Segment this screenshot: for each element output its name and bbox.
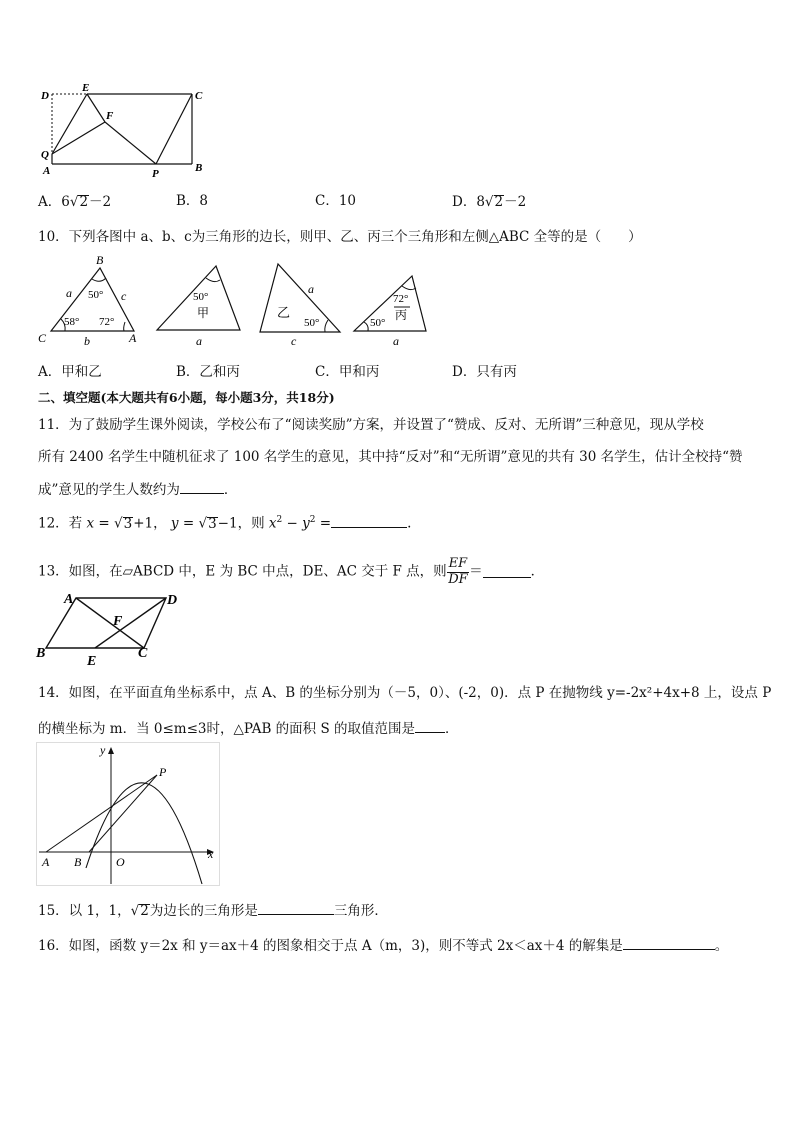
q16-line: [38, 939, 728, 954]
q12-sqrt1-sign: √: [114, 515, 123, 532]
q10-abc-label-c: C: [38, 331, 47, 345]
q10-figures: [36, 252, 446, 352]
q10-yi-side-a: a: [308, 282, 314, 296]
q10-stem: 10．下列各图中 a、b、c为三角形的边长，则甲、乙、丙三个三角形和左侧△ABC 全等的是（ ）: [38, 229, 642, 245]
q14-seg-ap: [46, 775, 157, 852]
q9-option-a-tail: －2: [89, 194, 112, 210]
q9-option-a-letter: A．: [38, 194, 62, 210]
q12-line: [38, 516, 411, 531]
q14-line1: 14．如图，在平面直角坐标系中，点 A、B 的坐标分别为（－5，0）、(-2，0)．点 P 在抛物线 y=-2x²+4x+8 上，设点 P: [38, 685, 772, 701]
q13-prefix: 13．如图，在▱ABCD 中，E 为 BC 中点，DE、AC 交于 F 点，则: [38, 563, 447, 580]
q12-minus: −: [282, 515, 303, 532]
q16-end: 。: [714, 938, 729, 954]
q10-bing-arc-left: [364, 322, 368, 331]
q9-option-a-radicand: 2: [79, 194, 89, 210]
q12-eq2: =: [178, 515, 199, 532]
q10-abc-angle-b: 50°: [88, 289, 104, 301]
q10-option-c: C．甲和丙: [315, 364, 380, 380]
q14-figure-frame: [37, 743, 220, 886]
q9-seg-eq: [52, 94, 87, 154]
q15-end: 三角形．: [333, 903, 388, 919]
q10-option-a: A．甲和乙: [38, 364, 102, 380]
q12-answer-blank[interactable]: [331, 517, 407, 528]
q9-option-d-coef: 8: [476, 194, 485, 210]
q9-option-a-sqrt-sign: √: [69, 194, 79, 210]
q13-label-b: B: [36, 646, 46, 661]
q12-expr-y: y: [302, 515, 310, 532]
q14-label-o: O: [116, 855, 125, 869]
q15-sqrt-sign: √: [130, 903, 140, 919]
q10-abc-side-c: c: [121, 289, 127, 303]
q12-sqrt2-sign: √: [198, 515, 208, 532]
q12-prefix: 12．若: [38, 515, 83, 532]
q9-option-a-coef: 6: [61, 194, 70, 210]
q10-jia-side: a: [196, 334, 202, 348]
q13-figure: [36, 590, 186, 668]
q12-radicand1: 3: [123, 515, 133, 532]
q10-yi-side-c: c: [291, 334, 297, 348]
q16-text: 16．如图，函数 y＝2x 和 y＝ax＋4 的图象相交于点 A（m，3)，则不等式 2x＜ax＋4 的解集是: [38, 938, 623, 954]
q14-answer-blank[interactable]: [415, 722, 445, 733]
q15-radicand: 2: [140, 903, 149, 919]
q9-label-f: F: [106, 110, 114, 122]
q9-seg-qf: [52, 122, 105, 154]
q10-abc-angle-a: 72°: [99, 316, 115, 328]
q13-frac-den: DF: [448, 571, 468, 587]
q15-answer-blank[interactable]: [258, 904, 334, 915]
q13-fraction: [447, 557, 470, 588]
q10-option-b: B．乙和丙: [176, 364, 240, 380]
q9-option-d-radicand: 2: [494, 194, 504, 210]
q11-answer-blank[interactable]: [180, 483, 224, 494]
q10-yi-arc: [325, 320, 328, 332]
section-heading: 二、填空题(本大题共有6小题，每小题3分，共18分): [38, 390, 335, 405]
q9-label-q: Q: [41, 149, 49, 161]
q9-option-d-tail: －2: [504, 194, 527, 210]
q16-answer-blank[interactable]: [623, 939, 715, 950]
q13-label-c: C: [138, 646, 148, 661]
q9-option-d-letter: D．: [452, 194, 477, 210]
q12-exp2: 2: [309, 515, 316, 525]
q10-jia-angle: 50°: [193, 291, 209, 303]
q14-line2: [38, 722, 459, 737]
q11-line1: 11．为了鼓励学生课外阅读，学校公布了“阅读奖励”方案，并设置了“赞成、反对、无所谓”三种意见，现从学校: [38, 417, 704, 433]
q12-p1: +1，: [133, 515, 167, 532]
q10-abc-arc-a: [124, 322, 125, 331]
q12-exp1: 2: [276, 515, 283, 525]
q14-seg-bp: [89, 775, 157, 852]
q10-yi-name: 乙: [277, 306, 291, 321]
q14-parabola: [86, 783, 202, 884]
q14-y-arrow: [108, 747, 114, 754]
q12-x: x: [86, 515, 95, 532]
q10-abc-side-b: b: [84, 334, 90, 348]
q14-label-a: A: [42, 855, 50, 869]
q10-abc-label-b: B: [96, 253, 104, 267]
q9-label-a: A: [43, 165, 51, 177]
q11-line3: [38, 483, 237, 498]
q14-figure: [36, 742, 221, 887]
q9-seg-fp: [105, 122, 156, 164]
q12-p2: −1，则: [217, 515, 265, 532]
q12-eq3: =: [315, 515, 332, 532]
q13-end: ．: [530, 563, 545, 580]
q13-eq: ＝: [469, 563, 483, 580]
q9-label-p: P: [152, 168, 159, 180]
q10-bing-side: a: [393, 334, 399, 348]
q12-y: y: [170, 515, 179, 532]
q10-bing-angle-top: 72°: [393, 293, 409, 305]
q9-label-d: D: [41, 90, 49, 102]
q13-label-a: A: [64, 592, 74, 607]
q10-option-d: D．只有丙: [452, 364, 517, 380]
q9-label-c: C: [195, 90, 203, 102]
q11-line2: 所有 2400 名学生中随机征求了 100 名学生的意见，其中持“反对”和“无所谓”意见的共有 30 名学生，估计全校持“赞: [38, 449, 743, 465]
q9-seg-pc: [156, 94, 192, 164]
q13-label-d: D: [167, 593, 178, 608]
q9-option-d-sqrt-sign: √: [484, 194, 494, 210]
q10-bing-name: 丙: [395, 308, 408, 322]
q13-frac-num: EF: [448, 556, 468, 571]
q9-option-d: [452, 195, 526, 210]
q11-line3-text: 成”意见的学生人数约为: [38, 482, 180, 498]
q9-option-b: B．8: [176, 193, 209, 209]
q10-bing-arc-top: [402, 286, 416, 290]
q10-jia-arc: [206, 278, 220, 282]
q14-end: ．: [445, 721, 459, 737]
q11-end: ．: [223, 482, 238, 498]
q9-option-c: C．10: [315, 193, 357, 209]
q10-abc-arc-b: [92, 278, 106, 281]
q13-line: [38, 557, 544, 588]
q10-jia-name: 甲: [197, 306, 210, 320]
q10-yi-angle: 50°: [304, 317, 320, 329]
q9-seg-ef: [87, 94, 105, 122]
q12-radicand2: 3: [208, 515, 217, 532]
q10-abc-label-a: A: [129, 331, 137, 345]
q13-label-f: F: [113, 614, 123, 629]
q13-diagonal-ac: [76, 598, 144, 648]
q15-mid: 为边长的三角形是: [149, 903, 258, 919]
q15-line: [38, 904, 388, 919]
q9-label-e: E: [82, 82, 90, 94]
q9-figure: [38, 82, 213, 182]
q13-answer-blank[interactable]: [483, 567, 531, 578]
q9-option-a: [38, 195, 111, 210]
q10-abc-side-a: a: [66, 286, 72, 300]
q13-label-e: E: [87, 654, 97, 669]
q10-triangle-yi: [260, 264, 340, 332]
q14-label-x: x: [208, 847, 214, 861]
q14-label-b: B: [74, 855, 82, 869]
q15-prefix: 15．以 1，1，: [38, 903, 131, 919]
q12-eq1: =: [94, 515, 115, 532]
q12-expr-x: x: [268, 515, 277, 532]
q14-label-y: y: [100, 743, 106, 757]
q14-label-p: P: [159, 765, 167, 779]
q9-label-b: B: [195, 162, 203, 174]
q14-line2-text: 的横坐标为 m．当 0≤m≤3时，△PAB 的面积 S 的取值范围是: [38, 721, 416, 737]
q12-end: .: [407, 515, 412, 532]
q10-bing-angle-left: 50°: [370, 317, 386, 329]
q10-abc-angle-c: 58°: [64, 316, 80, 328]
